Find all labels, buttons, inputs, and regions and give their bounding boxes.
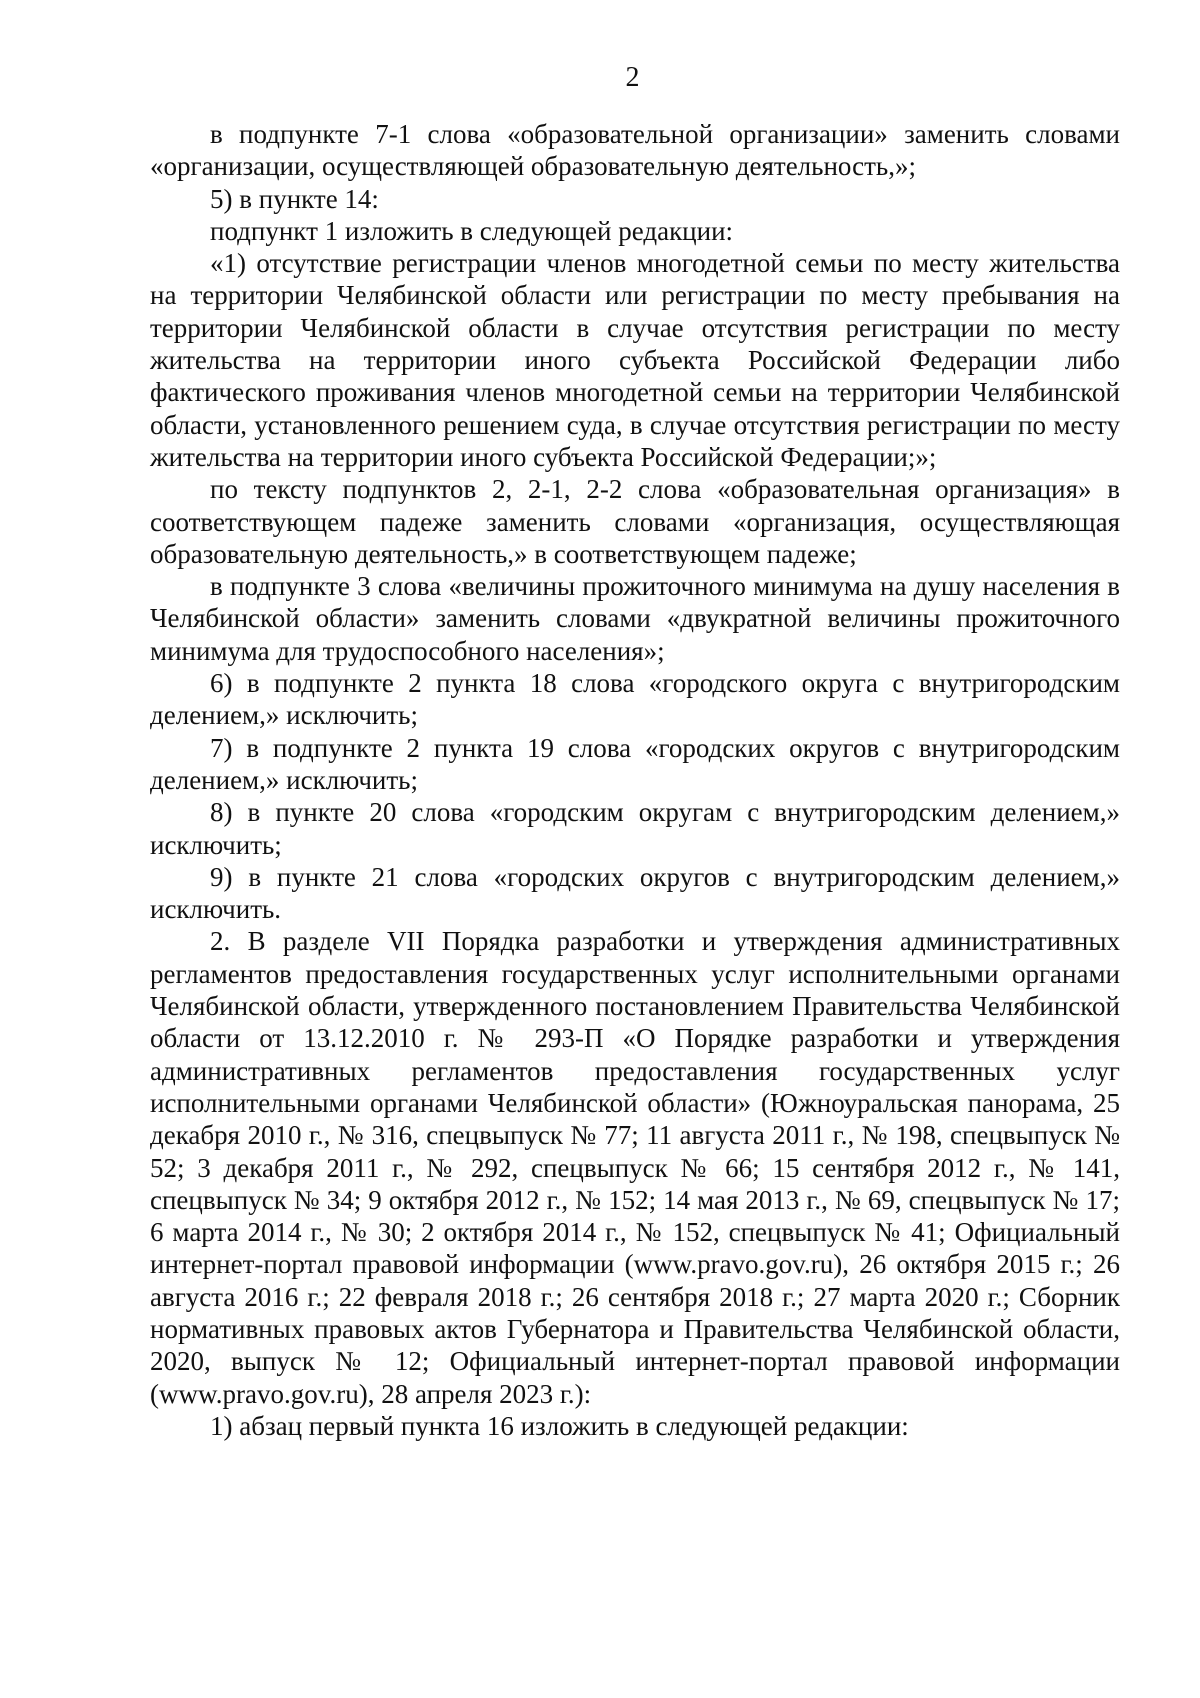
paragraph-point-8: 8) в пункте 20 слова «городским округам с внутригородским делением,» исключить; xyxy=(150,797,1120,860)
paragraph-subpoint-3-text: в подпункте 3 слова «величины прожиточного минимума на душу населения в Челябинской области» заменить словами «двукратной величины прожиточного минимума для трудоспособного населения»; xyxy=(150,571,1120,666)
paragraph-section-2: 2. В разделе VII Порядка разработки и утверждения административных регламентов предоставления государственных услуг исполнительными органами Челябинской области, утвержденного постановлением Правительства Челябинской области от 13.12.2010 г. № 293-П «О Порядке разработки и утверждения административных регламентов предоставления государственных услуг исполнительными органами Челябинской области» (Южноуральская панорама, 25 декабря 2010 г., № 316, спецвыпуск № 77; 11 августа 2011 г., № 198, спецвыпуск № 52; 3 декабря 2011 г., № 292, спецвыпуск № 66; 15 сентября 2012 г., № 141, спецвыпуск № 34; 9 октября 2012 г., № 152; 14 мая 2013 г., № 69, спецвыпуск № 17; 6 марта 2014 г., № 30; 2 октября 2014 г., № 152, спецвыпуск № 41; Официальный интернет-портал правовой информации (www.pravo.gov.ru), 26 октября 2015 г.; 26 августа 2016 г.; 22 февраля 2018 г.; 26 сентября 2018 г.; 27 марта 2020 г.; Сборник нормативных правовых актов Губернатора и Правительства Челябинской области, 2020, выпуск № 12; Официальный интернет-портал правовой информации (www.pravo.gov.ru), 28 апреля 2023 г.): xyxy=(150,926,1120,1409)
paragraph-subpoint-1-text: «1) отсутствие регистрации членов многодетной семьи по месту жительства на территории Челябинской области или регистрации по месту пребывания на территории Челябинской области в случае отсутствия регистрации по месту жительства на территории иного субъекта Российской Федерации либо фактического проживания членов многодетной семьи на территории Челябинской области, установленного решением суда, в случае отсутствия регистрации по месту жительства на территории иного субъекта Российской Федерации;»; xyxy=(150,248,1120,472)
paragraph-point-9: 9) в пункте 21 слова «городских округов с внутригородским делением,» исключить. xyxy=(150,861,1120,925)
paragraph-subpoints-2-text: по тексту подпунктов 2, 2-1, 2-2 слова «образовательная организация» в соответствующем падеже заменить словами «организация, осуществляющая образовательную деятельность,» в соответствующем падеже; xyxy=(150,474,1120,569)
paragraph-7-1-amendment: в подпункте 7-1 слова «образовательной организации» заменить словами «организации, осуществляющей образовательную деятельность,»; xyxy=(150,119,1120,182)
page-number: 2 xyxy=(625,62,640,93)
document-body xyxy=(150,118,1120,1442)
paragraph-point-6: 6) в подпункте 2 пункта 18 слова «городского округа с внутригородским делением,» исключить; xyxy=(150,668,1120,731)
paragraph-point-7: 7) в подпункте 2 пункта 19 слова «городских округов с внутригородским делением,» исключить; xyxy=(150,732,1120,795)
paragraph-subpoint-1-intro: подпункт 1 изложить в следующей редакции: xyxy=(210,215,734,246)
paragraph-point-5: 5) в пункте 14: xyxy=(210,183,379,214)
paragraph-section-2-point-1: 1) абзац первый пункта 16 изложить в следующей редакции: xyxy=(210,1410,909,1441)
